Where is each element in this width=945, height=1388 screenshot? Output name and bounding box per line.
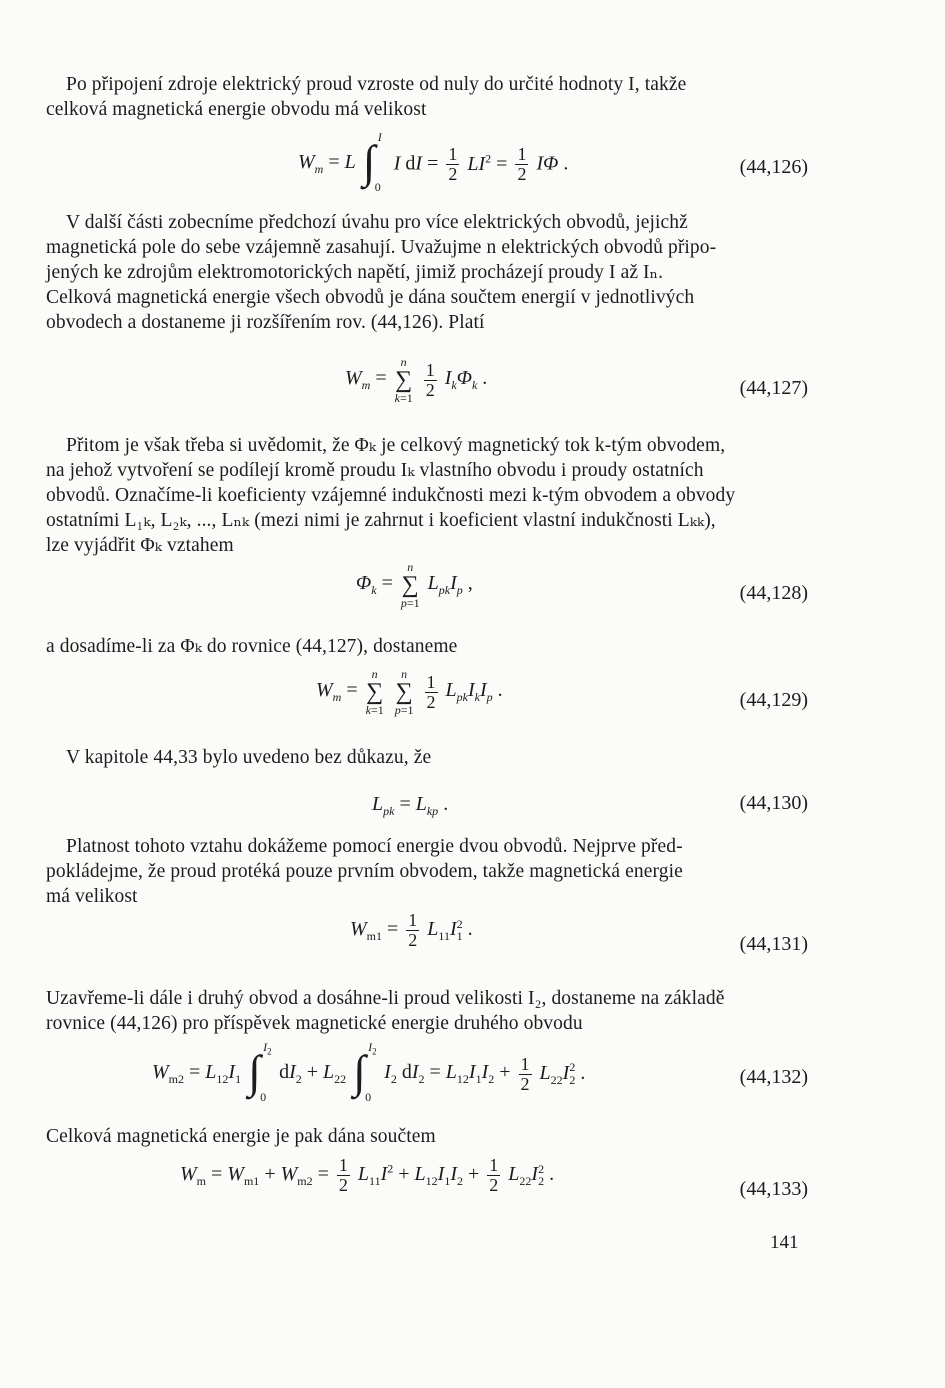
equation-44-132	[0, 1040, 945, 1114]
text-line: Po připojení zdroje elektrický proud vzroste od nuly do určité hodnoty I, takže	[66, 74, 687, 95]
text-line: V další části zobecníme předchozí úvahu pro více elektrických obvodů, jejichž	[66, 212, 688, 233]
equation-number: (44,126)	[739, 156, 808, 178]
equation-number: (44,130)	[739, 792, 808, 814]
text-line: jených ke zdrojům elektromotorických napětí, jimiž procházejí proudy I až Iₙ.	[46, 262, 664, 283]
text-line: magnetická pole do sebe vzájemně zasahují. Uvažujme n elektrických obvodů připo-	[46, 237, 717, 258]
equation-body: $L_{pk} = L_{kp}$ .	[372, 793, 449, 818]
equation-44-128	[0, 560, 945, 630]
text-line: a dosadíme-li za Φₖ do rovnice (44,127), dostaneme	[46, 636, 458, 657]
text-line: Uzavřeme-li dále i druhý obvod a dosáhne-li proud velikosti I₂, dostaneme na základě	[46, 988, 725, 1009]
equation-44-127	[0, 355, 945, 425]
paragraph-8	[46, 1124, 808, 1149]
text-line: ostatními L₁ₖ, L₂ₖ, ..., Lₙₖ (mezi nimi je zahrnut i koeficient vlastní indukčnosti Lₖₖ),	[46, 510, 716, 531]
text-line: lze vyjádřit Φₖ vztahem	[46, 535, 234, 556]
equation-body: $W_m$ = n ∑ k=1 n ∑ p=1 $\frac{1}{2}$ $L_{pk}I_kI_p$ .	[316, 667, 503, 717]
equation-body: $W_m = L$ ∫ I 0 I dI = $\frac{1}{2}$ $LI^2$ = $\frac{1}{2}$ IΦ .	[298, 130, 569, 194]
equation-number: (44,128)	[739, 582, 808, 604]
text-line: Celková magnetická energie je pak dána součtem	[46, 1126, 436, 1147]
equation-number: (44,133)	[739, 1178, 808, 1200]
equation-number: (44,127)	[739, 377, 808, 399]
integral-sign: ∫ $I_2$ 0	[248, 1040, 272, 1104]
paragraph-1	[46, 72, 808, 122]
equation-body: $W_m$ = n ∑ k=1 $\frac{1}{2}$ $I_k\Phi_k$ .	[345, 355, 488, 405]
equation-body: $W_m = W_{m1} + W_{m2}$ = $\frac{1}{2}$ $L_{11}I^2 + L_{12}I_1I_2$ + $\frac{1}{2}$ $L_{22}I_2^2$ .	[180, 1155, 555, 1195]
equation-body: $\Phi_k$ = n ∑ p=1 $L_{pk}I_p$ ,	[356, 560, 473, 610]
text-line: na jehož vytvoření se podílejí kromě proudu Iₖ vlastního obvodu i proudy ostatních	[46, 460, 704, 481]
equation-body: $W_{m2} = L_{12}I_1$ ∫ $I_2$ 0 $dI_2 + L_{22}$ ∫ $I_2$ 0 $I_2$ $dI_2 = L_{12}I_1I_2$ + $\frac{1}{2}$ $L_{22}I_2^2$ .	[152, 1040, 586, 1104]
text-line: V kapitole 44,33 bylo uvedeno bez důkazu, že	[66, 747, 432, 768]
page-number: 141	[770, 1232, 799, 1253]
paragraph-5	[46, 745, 808, 770]
integral-sign: ∫ I 0	[362, 130, 382, 194]
equation-44-133	[0, 1156, 945, 1226]
text-line: má velikost	[46, 886, 138, 907]
text-line: obvodů. Označíme-li koeficienty vzájemné indukčnosti mezi k-tým obvodem a obvody	[46, 485, 736, 506]
paragraph-2	[46, 210, 808, 335]
text-line: Platnost tohoto vztahu dokážeme pomocí energie dvou obvodů. Nejprve před-	[66, 836, 683, 857]
text-line: celková magnetická energie obvodu má velikost	[46, 99, 427, 120]
text-line: Přitom je však třeba si uvědomit, že Φₖ je celkový magnetický tok k-tým obvodem,	[66, 435, 726, 456]
text-line: obvodech a dostaneme ji rozšířením rov. (44,126). Platí	[46, 312, 485, 333]
equation-number: (44,131)	[739, 933, 808, 955]
paragraph-6	[46, 834, 808, 909]
paragraph-4	[46, 634, 808, 659]
paragraph-3	[46, 433, 808, 558]
equation-body: $W_{m1}$ = $\frac{1}{2}$ $L_{11}I_1^2$ .	[350, 910, 473, 950]
equation-number: (44,129)	[739, 689, 808, 711]
paragraph-7	[46, 986, 808, 1036]
text-line: rovnice (44,126) pro příspěvek magnetické energie druhého obvodu	[46, 1013, 583, 1034]
equation-44-126	[0, 130, 945, 204]
equation-number: (44,132)	[739, 1066, 808, 1088]
equation-44-129	[0, 667, 945, 737]
equation-44-131	[0, 911, 945, 981]
text-line: pokládejme, že proud protéká pouze prvním obvodem, takže magnetická energie	[46, 861, 683, 882]
integral-sign: ∫ $I_2$ 0	[353, 1040, 377, 1104]
text-line: Celková magnetická energie všech obvodů je dána součtem energií v jednotlivých	[46, 287, 695, 308]
